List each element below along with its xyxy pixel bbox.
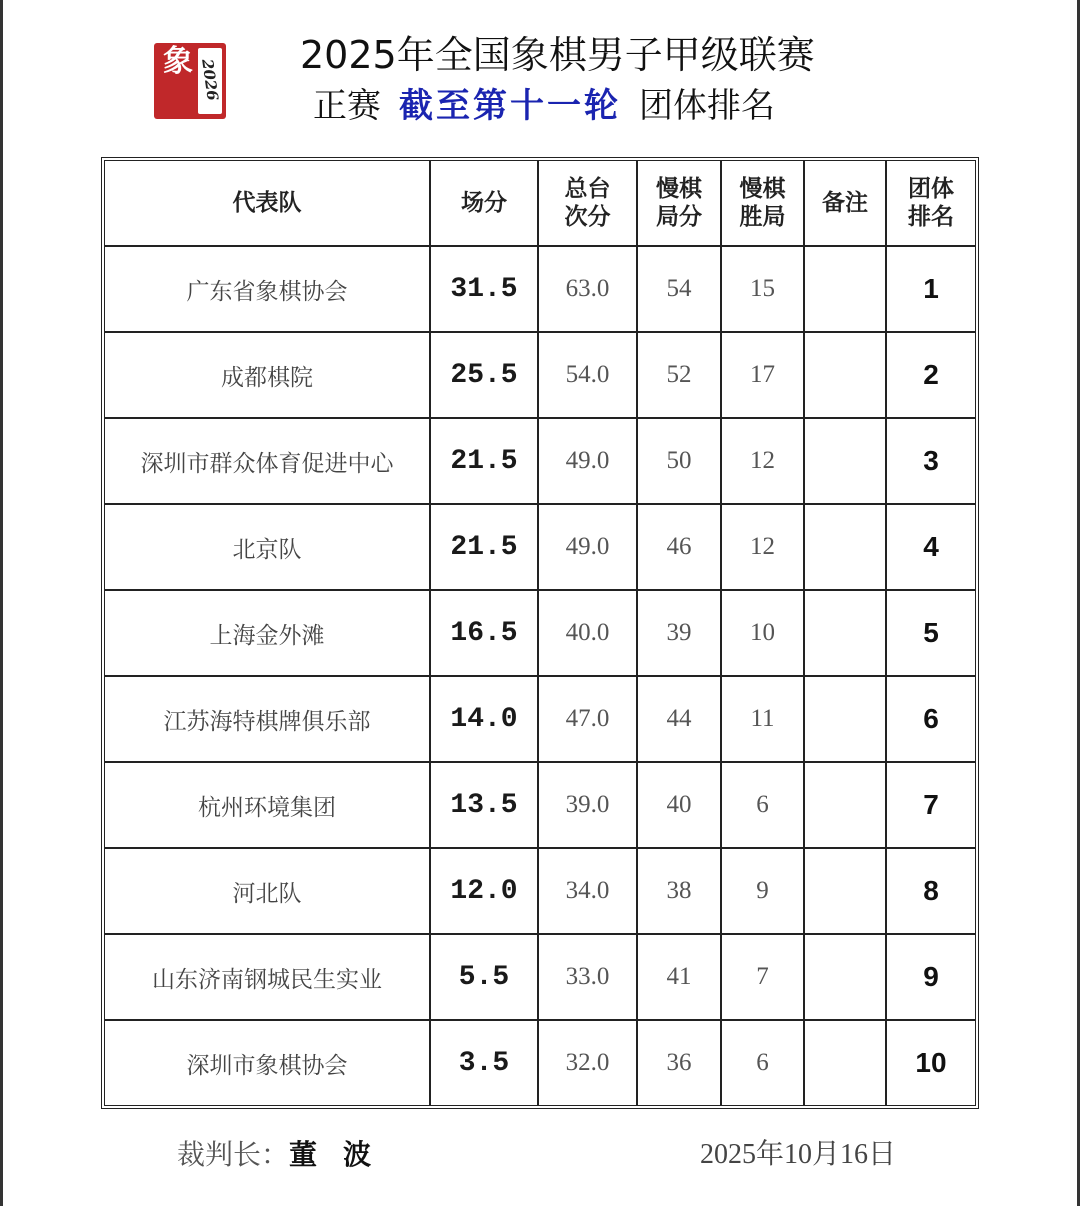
slow-game-wins: 15 <box>721 246 804 332</box>
team-rank: 8 <box>886 848 975 934</box>
col-header-slow-game-points: 慢棋 局分 <box>637 161 721 246</box>
team-rank: 4 <box>886 504 975 590</box>
total-board-points: 40.0 <box>538 590 637 676</box>
slow-game-wins: 12 <box>721 418 804 504</box>
col-header-total-board-points: 总台 次分 <box>538 161 637 246</box>
match-points: 13.5 <box>430 762 538 848</box>
slow-game-points: 44 <box>637 676 721 762</box>
table-row <box>105 590 975 676</box>
team-name: 成都棋院 <box>105 332 430 418</box>
table-row <box>105 332 975 418</box>
remarks <box>804 418 886 504</box>
total-board-points: 33.0 <box>538 934 637 1020</box>
match-points: 31.5 <box>430 246 538 332</box>
page-title: 2025年全国象棋男子甲级联赛 <box>300 33 815 77</box>
team-name: 深圳市象棋协会 <box>105 1020 430 1105</box>
slow-game-wins: 10 <box>721 590 804 676</box>
slow-game-points: 54 <box>637 246 721 332</box>
match-points: 5.5 <box>430 934 538 1020</box>
team-name: 山东济南钢城民生实业 <box>105 934 430 1020</box>
col-header-match-points: 场分 <box>430 161 538 246</box>
remarks <box>804 332 886 418</box>
team-rank: 7 <box>886 762 975 848</box>
team-name: 广东省象棋协会 <box>105 246 430 332</box>
remarks <box>804 676 886 762</box>
chief-referee-name: 董波 <box>289 1138 398 1171</box>
remarks <box>804 590 886 676</box>
slow-game-points: 36 <box>637 1020 721 1105</box>
total-board-points: 49.0 <box>538 504 637 590</box>
table-header-row <box>105 161 975 246</box>
team-rank: 1 <box>886 246 975 332</box>
total-board-points: 32.0 <box>538 1020 637 1105</box>
slow-game-points: 50 <box>637 418 721 504</box>
issue-date: 2025年10月16日 <box>700 1139 897 1170</box>
total-board-points: 39.0 <box>538 762 637 848</box>
match-points: 25.5 <box>430 332 538 418</box>
table-row <box>105 418 975 504</box>
slow-game-wins: 7 <box>721 934 804 1020</box>
remarks <box>804 848 886 934</box>
match-points: 21.5 <box>430 504 538 590</box>
slow-game-wins: 17 <box>721 332 804 418</box>
table-row <box>105 848 975 934</box>
page-subtitle <box>313 84 833 128</box>
slow-game-wins: 12 <box>721 504 804 590</box>
slow-game-points: 38 <box>637 848 721 934</box>
subtitle-stage: 正赛 <box>313 86 381 126</box>
table-row <box>105 934 975 1020</box>
remarks <box>804 504 886 590</box>
table-row <box>105 1020 975 1105</box>
standings-table-frame <box>101 157 979 1109</box>
slow-game-points: 41 <box>637 934 721 1020</box>
slow-game-wins: 6 <box>721 762 804 848</box>
total-board-points: 54.0 <box>538 332 637 418</box>
col-header-remarks: 备注 <box>804 161 886 246</box>
total-board-points: 34.0 <box>538 848 637 934</box>
team-name: 杭州环境集团 <box>105 762 430 848</box>
standings-table <box>105 161 975 1105</box>
seal-year: 2026 <box>198 58 222 102</box>
remarks <box>804 246 886 332</box>
slow-game-points: 46 <box>637 504 721 590</box>
remarks <box>804 1020 886 1105</box>
total-board-points: 49.0 <box>538 418 637 504</box>
slow-game-points: 39 <box>637 590 721 676</box>
col-header-team: 代表队 <box>105 161 430 246</box>
match-points: 14.0 <box>430 676 538 762</box>
total-board-points: 47.0 <box>538 676 637 762</box>
subtitle-type: 团体排名 <box>639 86 775 126</box>
slow-game-wins: 11 <box>721 676 804 762</box>
slow-game-wins: 9 <box>721 848 804 934</box>
match-points: 3.5 <box>430 1020 538 1105</box>
team-name: 河北队 <box>105 848 430 934</box>
team-rank: 9 <box>886 934 975 1020</box>
team-name: 江苏海特棋牌俱乐部 <box>105 676 430 762</box>
team-rank: 5 <box>886 590 975 676</box>
subtitle-round: 截至第十一轮 <box>399 86 621 126</box>
chief-referee <box>177 1135 397 1175</box>
chief-referee-label: 裁判长： <box>177 1138 290 1171</box>
team-rank: 6 <box>886 676 975 762</box>
team-rank: 2 <box>886 332 975 418</box>
table-row <box>105 676 975 762</box>
slow-game-wins: 6 <box>721 1020 804 1105</box>
match-points: 16.5 <box>430 590 538 676</box>
seal-char: 象 <box>163 44 193 79</box>
col-header-slow-game-wins: 慢棋 胜局 <box>721 161 804 246</box>
table-row <box>105 762 975 848</box>
slow-game-points: 52 <box>637 332 721 418</box>
match-points: 12.0 <box>430 848 538 934</box>
remarks <box>804 762 886 848</box>
total-board-points: 63.0 <box>538 246 637 332</box>
remarks <box>804 934 886 1020</box>
match-points: 21.5 <box>430 418 538 504</box>
seal-logo <box>154 43 226 119</box>
team-rank: 3 <box>886 418 975 504</box>
team-name: 北京队 <box>105 504 430 590</box>
team-name: 深圳市群众体育促进中心 <box>105 418 430 504</box>
slow-game-points: 40 <box>637 762 721 848</box>
table-row <box>105 504 975 590</box>
table-row <box>105 246 975 332</box>
team-rank: 10 <box>886 1020 975 1105</box>
page-edge-left <box>0 0 3 1206</box>
team-name: 上海金外滩 <box>105 590 430 676</box>
col-header-rank: 团体 排名 <box>886 161 975 246</box>
